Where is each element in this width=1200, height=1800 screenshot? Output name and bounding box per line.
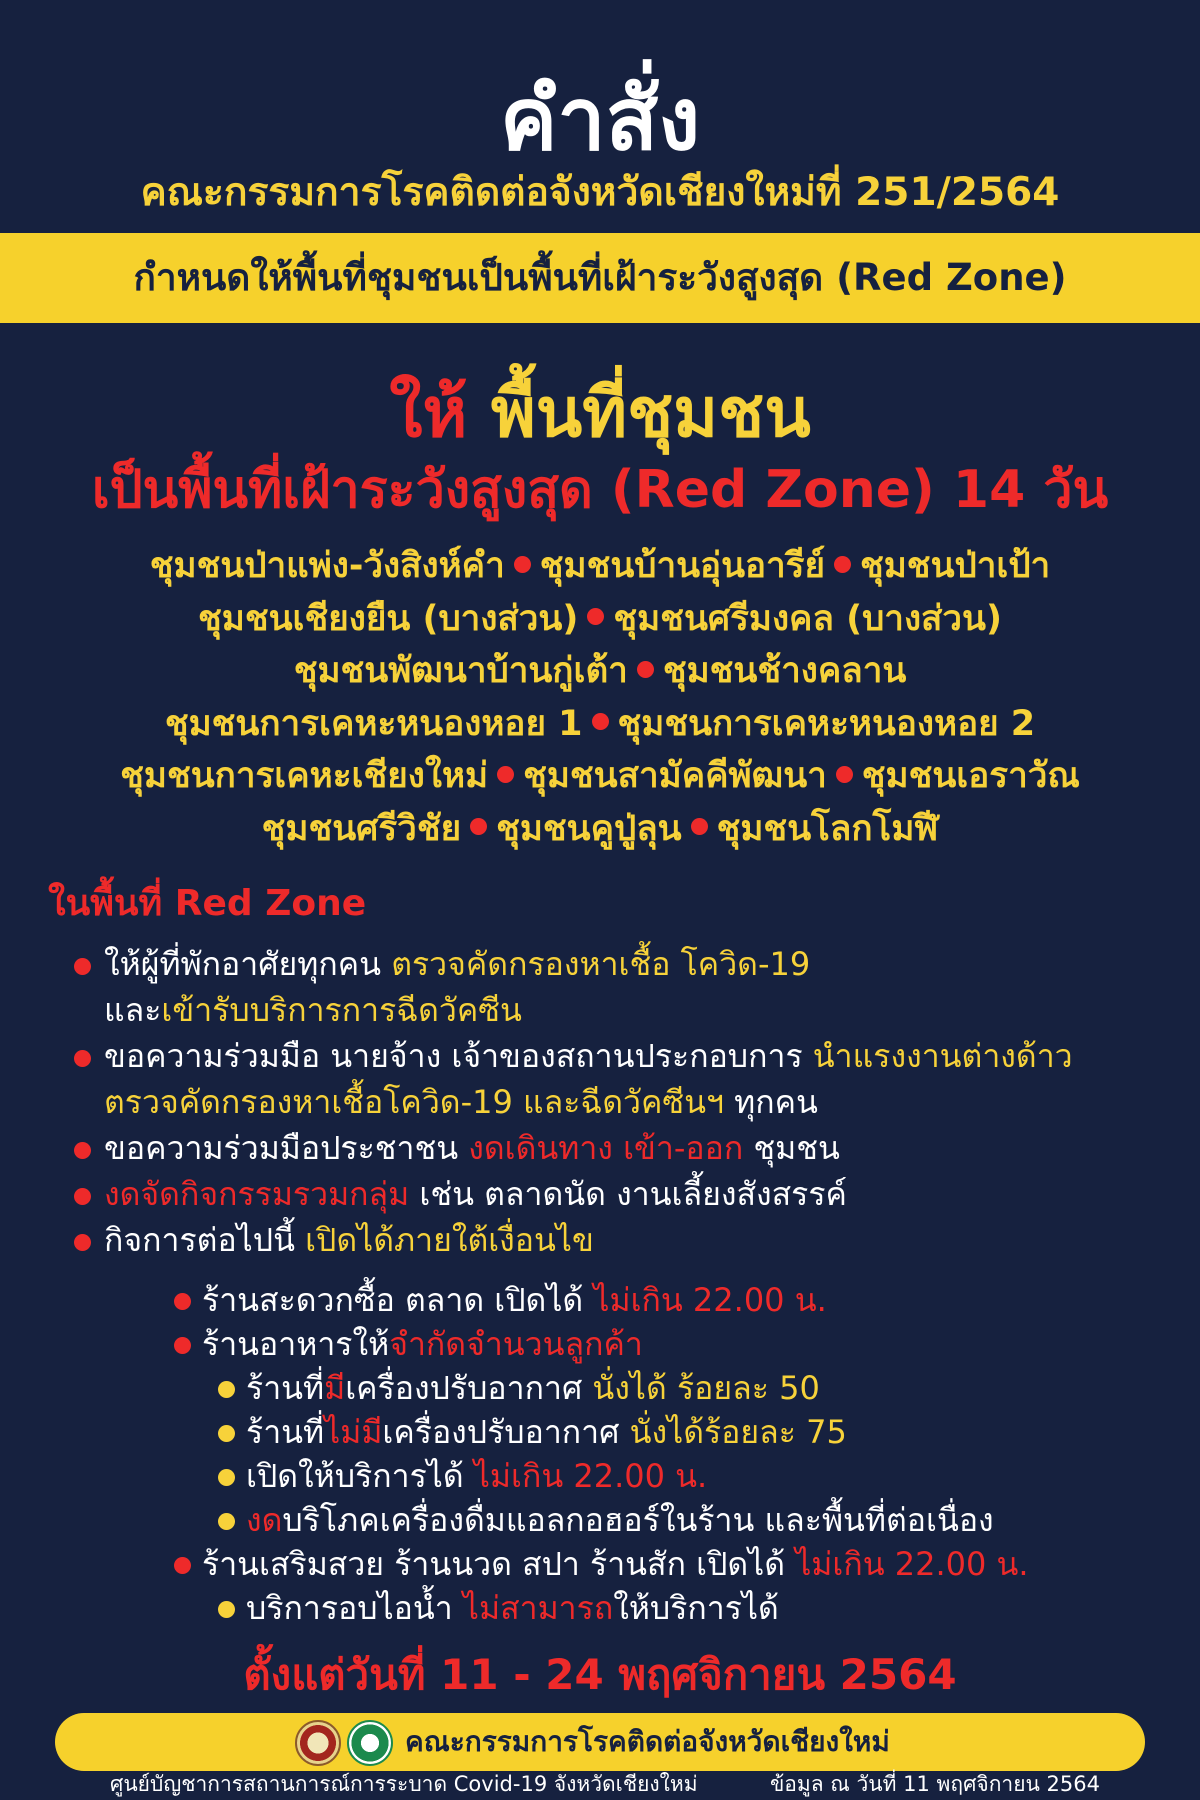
community-item: ชุมชนการเคหะเชียงใหม่	[120, 756, 489, 796]
condition-highlight: ไม่สามารถ	[462, 1589, 614, 1627]
headline-give: ให้	[389, 374, 468, 453]
rule-item-cont	[70, 1079, 1170, 1125]
bullet-icon	[834, 556, 851, 573]
bullet-icon	[174, 1293, 191, 1310]
community-item: ชุมชนป่าแพ่ง-วังสิงห์คำ	[149, 546, 505, 586]
rule-highlight: เปิดได้ภายใต้เงื่อนไข	[305, 1221, 594, 1259]
bullet-icon	[74, 1188, 91, 1205]
condition-subitem	[214, 1498, 1170, 1542]
bullet-icon	[218, 1513, 235, 1530]
bullet-icon	[218, 1425, 235, 1442]
community-row	[0, 750, 1200, 803]
condition-text: ร้านสะดวกซื้อ ตลาด เปิดได้	[202, 1281, 584, 1319]
community-item: ชุมชนคูปู่ลุน	[496, 808, 682, 849]
condition-highlight: ไม่เกิน 22.00 น.	[473, 1457, 708, 1495]
community-row	[0, 803, 1200, 856]
bullet-icon	[218, 1601, 235, 1618]
community-item: ชุมชนพัฒนาบ้านกู่เต้า	[293, 651, 628, 691]
condition-highlight: นั่งได้ร้อยละ 75	[629, 1413, 847, 1451]
headline-line-1	[0, 372, 1200, 456]
footer-band	[55, 1713, 1145, 1771]
condition-highlight: ไม่มี	[324, 1413, 383, 1451]
bullet-icon	[836, 766, 853, 783]
rule-text: ชุมชน	[753, 1129, 840, 1167]
bullet-icon	[592, 713, 609, 730]
condition-highlight: ไม่เกิน 22.00 น.	[593, 1281, 827, 1319]
headline-line-2: เป็นพื้นที่เฝ้าระวังสูงสุด (Red Zone) 14 วัน	[91, 460, 1109, 520]
condition-highlight: ไม่เกิน 22.00 น.	[795, 1545, 1029, 1583]
bullet-icon	[74, 1142, 91, 1159]
community-item: ชุมชนศรีวิชัย	[261, 808, 462, 849]
province-seal-icon	[295, 1720, 341, 1766]
rule-text: ให้ผู้ที่พักอาศัยทุกคน	[104, 945, 382, 983]
community-item: ชุมชนสามัคคีพัฒนา	[523, 756, 827, 796]
order-number: คณะกรรมการโรคติดต่อจังหวัดเชียงใหม่ที่ 251/2564	[140, 170, 1060, 215]
rule-item	[70, 1171, 1170, 1217]
bullet-icon	[637, 661, 654, 678]
condition-subitem	[214, 1586, 1170, 1630]
community-item: ชุมชนการเคหะหนองหอย 1	[164, 703, 583, 744]
rule-highlight: เข้ารับบริการการฉีดวัคซีน	[161, 991, 522, 1029]
community-item: ชุมชนโลกโมฬี	[716, 808, 939, 849]
condition-text: บริการอบไอน้ำ	[246, 1589, 453, 1627]
community-list	[0, 540, 1200, 855]
community-row	[0, 698, 1200, 751]
community-item: ชุมชนเอราวัณ	[861, 756, 1080, 796]
bullet-icon	[74, 1050, 91, 1067]
bullet-icon	[174, 1337, 191, 1354]
rule-text: กิจการต่อไปนี้	[104, 1221, 295, 1259]
community-row	[0, 593, 1200, 646]
rule-text: ขอความร่วมมือ นายจ้าง เจ้าของสถานประกอบการ	[104, 1037, 803, 1075]
condition-item	[170, 1322, 1170, 1366]
bullet-icon	[218, 1469, 235, 1486]
condition-subitem	[214, 1410, 1170, 1454]
community-row	[0, 540, 1200, 593]
rule-text: และ	[104, 991, 162, 1029]
condition-text: เครื่องปรับอากาศ	[382, 1413, 620, 1451]
rule-item-cont	[70, 987, 1170, 1033]
bullet-icon	[74, 1234, 91, 1251]
condition-highlight: จำกัดจำนวนลูกค้า	[389, 1325, 643, 1363]
condition-highlight: มี	[324, 1369, 346, 1407]
rules-list	[70, 941, 1170, 1263]
condition-subitem	[214, 1366, 1170, 1410]
condition-item	[170, 1542, 1170, 1586]
community-item: ชุมชนบ้านอุ่นอารีย์	[539, 546, 825, 586]
rule-highlight: ตรวจคัดกรองหาเชื้อ โควิด-19	[391, 945, 811, 983]
bullet-icon	[470, 818, 487, 835]
rule-text: ทุกคน	[734, 1083, 818, 1121]
rule-highlight: นำแรงงานต่างด้าว	[812, 1037, 1073, 1075]
footer-org: คณะกรรมการโรคติดต่อจังหวัดเชียงใหม่	[405, 1725, 890, 1758]
credit-date: ข้อมูล ณ วันที่ 11 พฤศจิกายน 2564	[769, 1772, 1100, 1796]
bullet-icon	[174, 1557, 191, 1574]
condition-text: ร้านเสริมสวย ร้านนวด สปา ร้านสัก เปิดได้	[202, 1545, 786, 1583]
condition-subitem	[214, 1454, 1170, 1498]
page-title: คำสั่ง	[499, 70, 701, 170]
condition-text: เปิดให้บริการได้	[246, 1457, 464, 1495]
rule-highlight: งดจัดกิจกรรมรวมกลุ่ม	[104, 1175, 410, 1213]
condition-item	[170, 1278, 1170, 1322]
bullet-icon	[74, 958, 91, 975]
ministry-public-health-icon	[347, 1720, 393, 1766]
headline-community-area: พื้นที่ชุมชน	[490, 374, 811, 453]
conditions-list	[170, 1278, 1170, 1630]
condition-text: เครื่องปรับอากาศ	[345, 1369, 583, 1407]
community-item: ชุมชนการเคหะหนองหอย 2	[617, 703, 1036, 744]
rule-text: ขอความร่วมมือประชาชน	[104, 1129, 459, 1167]
bullet-icon	[218, 1381, 235, 1398]
rule-item	[70, 1217, 1170, 1263]
condition-text: ร้านที่	[246, 1413, 325, 1451]
rule-highlight: ตรวจคัดกรองหาเชื้อโควิด-19 และฉีดวัคซีนฯ	[104, 1083, 724, 1121]
rule-item	[70, 1033, 1170, 1079]
community-item: ชุมชนป่าเป้า	[859, 546, 1051, 586]
community-item: ชุมชนศรีมงคล (บางส่วน)	[613, 598, 1002, 639]
bullet-icon	[497, 766, 514, 783]
bullet-icon	[691, 818, 708, 835]
condition-text: ให้บริการได้	[613, 1589, 779, 1627]
bullet-icon	[514, 556, 531, 573]
rule-highlight: งดเดินทาง เข้า-ออก	[468, 1129, 744, 1167]
condition-highlight: นั่งได้ ร้อยละ 50	[592, 1369, 820, 1407]
rule-item	[70, 941, 1170, 987]
section-title: ในพื้นที่ Red Zone	[48, 883, 367, 924]
bullet-icon	[587, 608, 604, 625]
subject-band: กำหนดให้พื้นที่ชุมชนเป็นพื้นที่เฝ้าระวังสูงสุด (Red Zone)	[0, 233, 1200, 323]
condition-highlight: งด	[246, 1501, 283, 1539]
condition-text: บริโภคเครื่องดื่มแอลกอฮอร์ในร้าน และพื้นที่ต่อเนื่อง	[282, 1501, 994, 1539]
community-item: ชุมชนช้างคลาน	[662, 651, 907, 691]
credit-source: ศูนย์บัญชาการสถานการณ์การระบาด Covid-19 จังหวัดเชียงใหม่	[110, 1772, 698, 1796]
date-range: ตั้งแต่วันที่ 11 - 24 พฤศจิกายน 2564	[243, 1650, 957, 1699]
condition-text: ร้านที่	[246, 1369, 325, 1407]
community-item: ชุมชนเชียงยืน (บางส่วน)	[198, 598, 579, 639]
rule-text: เช่น ตลาดนัด งานเลี้ยงสังสรรค์	[419, 1175, 847, 1213]
condition-text: ร้านอาหารให้	[202, 1325, 390, 1363]
community-row	[0, 645, 1200, 698]
rule-item	[70, 1125, 1170, 1171]
